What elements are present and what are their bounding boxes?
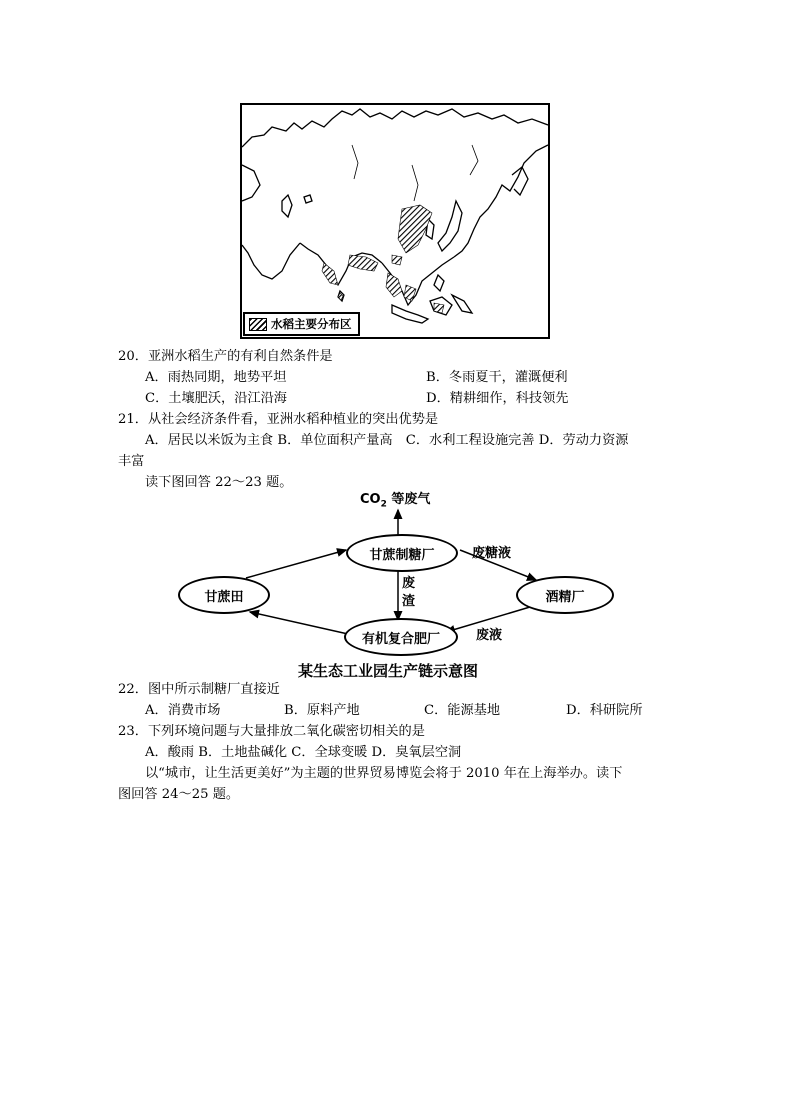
q20-option-a: A．雨热同期，地势平坦 <box>145 370 287 385</box>
q22-option-b: B．原料产地 <box>284 703 360 718</box>
question-20-stem: 20．亚洲水稻生产的有利自然条件是 <box>118 349 333 364</box>
node-fertilizer-factory-label: 有机复合肥厂 <box>361 631 440 647</box>
co2-text: CO <box>360 492 381 507</box>
map-legend <box>243 312 360 336</box>
co2-waste-gas-label <box>360 488 430 510</box>
q23-options: A．酸雨 B．土地盐碱化 C．全球变暖 D．臭氧层空洞 <box>145 745 462 760</box>
q20-option-b: B．冬雨夏干，灌溉便利 <box>426 370 568 385</box>
node-alcohol-factory-label: 酒精厂 <box>545 589 585 605</box>
edge-label-waste-residue-1: 废 <box>402 576 416 591</box>
hatch-swatch-icon <box>249 318 267 331</box>
q20-option-c: C．土壤肥沃，沿江沿海 <box>145 391 287 406</box>
node-fertilizer-factory <box>344 618 458 656</box>
asia-rice-map <box>240 103 550 339</box>
node-sugar-factory-label: 甘蔗制糖厂 <box>369 547 435 563</box>
q22-option-d: D．科研院所 <box>566 703 643 718</box>
node-alcohol-factory <box>516 576 614 614</box>
co2-subscript: 2 <box>380 499 387 510</box>
node-sugar-factory <box>346 534 458 572</box>
q21-options: A．居民以米饭为主食 B．单位面积产量高 C．水利工程设施完善 D．劳动力资源 <box>145 433 629 448</box>
q20-option-d: D．精耕细作，科技领先 <box>426 391 569 406</box>
asia-map-drawing <box>242 105 548 337</box>
question-23-stem: 23．下列环境问题与大量排放二氧化碳密切相关的是 <box>118 724 425 739</box>
edge-label-waste-molasses: 废糖液 <box>472 546 512 561</box>
edge-label-waste-liquid: 废液 <box>476 628 503 643</box>
legend-label: 水稻主要分布区 <box>271 317 352 331</box>
intro-22-23: 读下图回答 22～23 题。 <box>145 475 293 490</box>
eco-industrial-chain-diagram <box>170 486 660 686</box>
diagram-caption: 某生态工业园生产链示意图 <box>298 662 479 680</box>
q22-option-a: A．消费市场 <box>145 703 221 718</box>
q22-option-c: C．能源基地 <box>424 703 501 718</box>
node-sugarcane-field-label: 甘蔗田 <box>204 589 244 605</box>
question-21-stem: 21．从社会经济条件看，亚洲水稻种植业的突出优势是 <box>118 412 439 427</box>
co2-rest-text: 等废气 <box>386 492 431 507</box>
intro-24-25-line2: 图回答 24～25 题。 <box>118 787 240 802</box>
node-sugarcane-field <box>178 576 270 614</box>
edge-label-waste-residue-2: 渣 <box>402 594 416 609</box>
question-22-stem: 22．图中所示制糖厂直接近 <box>118 682 280 697</box>
intro-24-25-line1: 以“城市，让生活更美好”为主题的世界贸易博览会将于 2010 年在上海举办。读下 <box>145 766 623 781</box>
q21-continuation: 丰富 <box>118 454 145 469</box>
